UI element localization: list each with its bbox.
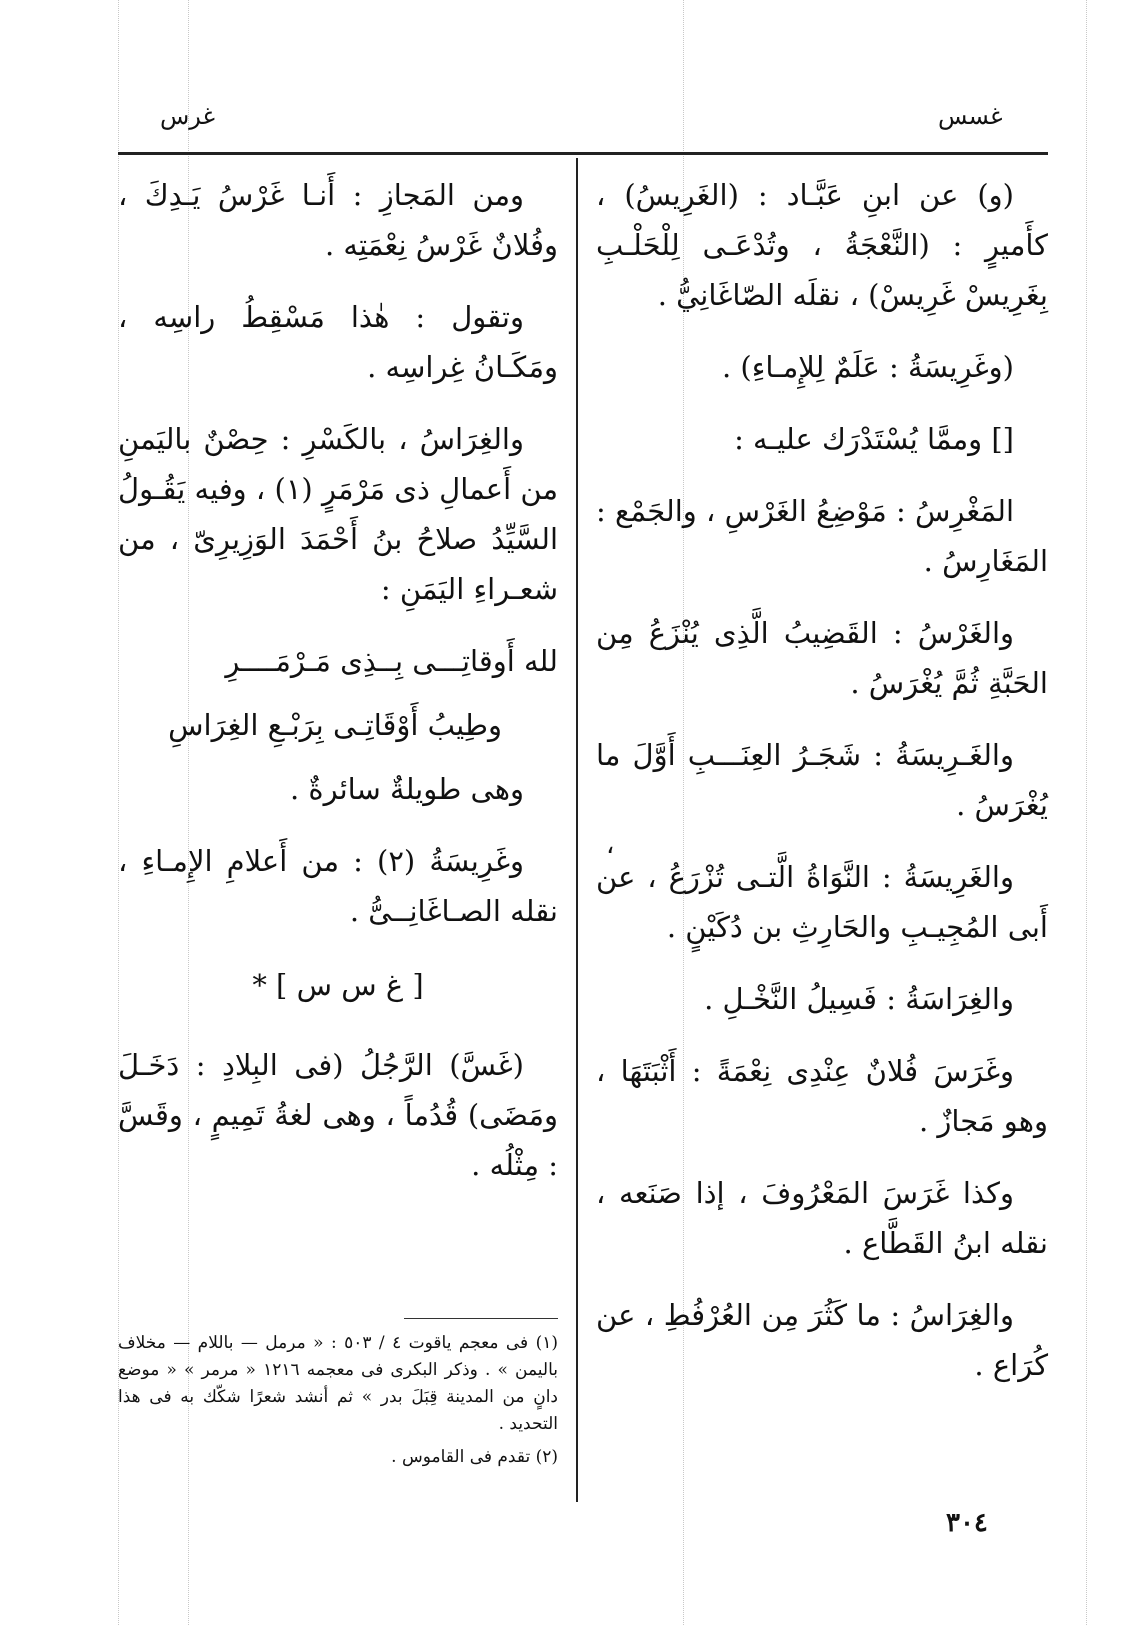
entry-paragraph: (وغَرِيسَةُ : عَلَمٌ لِلإِمـاءِ) . — [722, 350, 1014, 384]
entry-paragraph: والغَرِيسَةُ : النَّوَاةُ الَّتـى تُزْرَعُ ، عن أَبى المُجِيـبِ والحَارِثِ بن دُكَيْنٍ . — [596, 860, 1048, 944]
entry-paragraph: والغَـرِيسَةُ : شَجَـرُ العِنَـــبِ أَوَّلَ ما يُغْرَسُ . — [596, 738, 1048, 822]
entry-paragraph: والغِرَاسَةُ : فَسِيلُ النَّخْـلِ . — [704, 982, 1014, 1016]
footnote: (٢) تقدم فى القاموس . — [391, 1447, 558, 1467]
running-header-right: غسس — [938, 102, 1003, 130]
entry-paragraph: والغِرَاسُ ، بالكَسْرِ : حِصْنٌ باليَمنِ من أَعمالِ ذى مَرْمَرٍ (١) ، وفيه يَقُـولُ السَّيِّدُ صلاحُ بنُ أَحْمَدَ الوَزِيرِىّ ، من شعـراءِ اليَمَنِ : — [118, 422, 558, 606]
footnote: (١) فى معجم ياقوت ٤ / ٥٠٣ : « مرمل — باللام — مخلاف باليمن » . وذكر البكرى فى معجمه ١٢١٦ « مرمر » « موضع دانٍ من المدينة قِبَلَ بدر » ثم أنشد شعرًا شكّك به فى هذا التحديد . — [118, 1333, 559, 1434]
entry-paragraph: المَغْرِسُ : مَوْضِعُ الغَرْسِ ، والجَمْع : المَغَارِسُ . — [596, 494, 1048, 578]
entry-paragraph: وتقول : هٰذا مَسْقِطُ راسِه ، ومَكَـانُ غِراسِه . — [118, 300, 558, 384]
scan-artifact-line — [1086, 0, 1087, 1625]
stray-mark: ، — [606, 830, 615, 860]
entry-paragraph: وغَرِيسَةُ (٢) : من أَعلامِ الإِمـاءِ ، نقله الصـاغَانِــىُّ . — [118, 844, 558, 928]
section-heading: [ غ س س ] * — [252, 968, 424, 1002]
entry-paragraph: (و) عن ابنِ عَبَّـاد : (الغَرِيسُ) ، كأَميرٍ : (النَّعْجَةُ ، وتُدْعَـى لِلْحَلْـبِ بِغَرِيسْ غَرِيسْ) ، نقلَه الصّاغَانِيُّ . — [596, 178, 1048, 312]
entry-paragraph: [] وممَّا يُسْتَدْرَك عليـه : — [734, 422, 1014, 456]
entry-paragraph: والغَرْسُ : القَضِيبُ الَّذِى يُنْزَعُ مِن الحَبَّةِ ثُمَّ يُغْرَسُ . — [596, 616, 1048, 700]
entry-paragraph: ومن المَجازِ : أَنـا غَرْسُ يَـدِكَ ، وفُلانٌ غَرْسُ نِعْمَتِه . — [118, 178, 558, 262]
footnote-rule — [404, 1318, 558, 1319]
running-header-left: غرس — [160, 102, 216, 130]
right-column — [596, 170, 1048, 1412]
footnotes — [118, 1330, 558, 1477]
entry-paragraph: وغَرَسَ فُلانٌ عِنْدِى نِعْمَةً : أَثْبَتَهَا ، وهو مَجازٌ . — [596, 1054, 1048, 1138]
verse-line: وطِيبُ أَوْقَاتِـى بِرَبْـعِ الغِرَاسِ — [168, 708, 502, 742]
left-column — [118, 170, 558, 1212]
verse-line: لله أَوقاتِـــى بِــذِى مَـرْمَــــرِ — [225, 644, 558, 678]
entry-paragraph: (غَسَّ) الرَّجُلُ (فى البِلادِ : دَخَـلَ ومَضَى) قُدُماً ، وهى لغةُ تَمِيمٍ ، وقَسَّ : مِثْلُه . — [118, 1048, 558, 1182]
column-divider — [576, 158, 578, 1502]
header-rule — [118, 152, 1048, 155]
page-number: ٣٠٤ — [946, 1508, 988, 1538]
entry-paragraph: وهى طويلةٌ سائرةٌ . — [289, 772, 524, 806]
entry-paragraph: والغِرَاسُ : ما كَثُرَ مِن العُرْفُطِ ، عن كُرَاع . — [596, 1298, 1048, 1382]
entry-paragraph: وكذا غَرَسَ المَعْرُوفَ ، إذا صَنَعه ، نقله ابنُ القَطَّاع . — [596, 1176, 1048, 1260]
